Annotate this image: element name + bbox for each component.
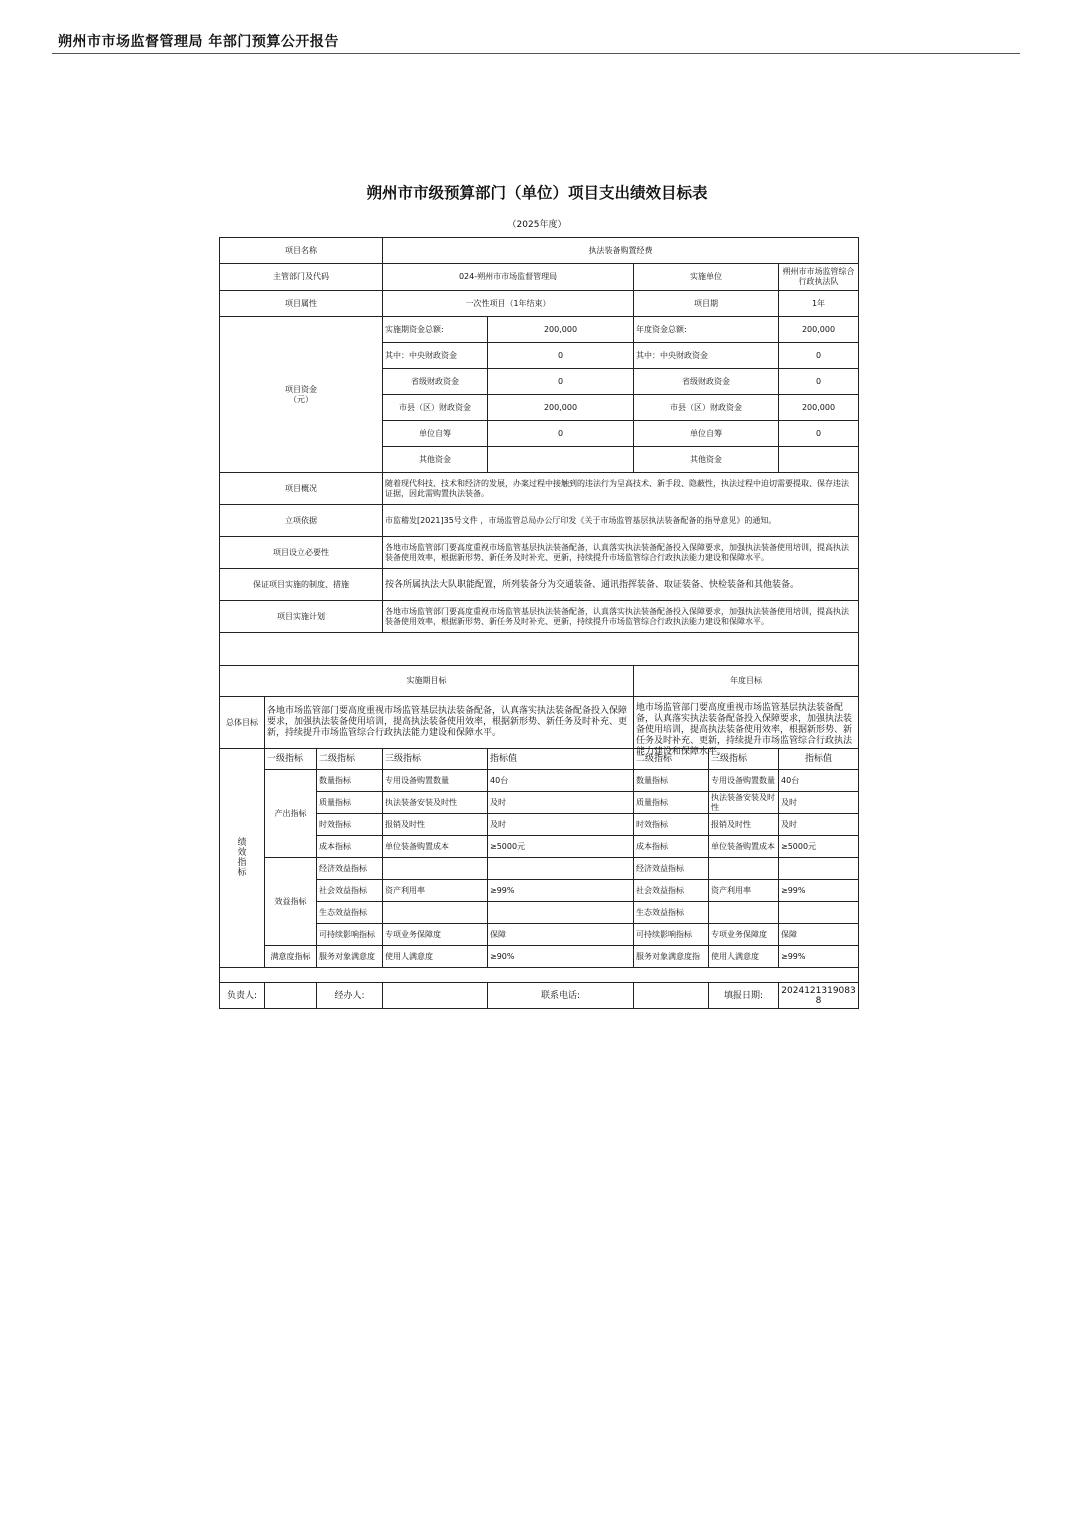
ind-v: ≥90% <box>488 946 634 968</box>
funds-label-r4a: 市县（区）财政资金 <box>383 395 488 421</box>
ind-v: 及时 <box>488 814 634 836</box>
funds-label-r2a: 其中：中央财政资金 <box>383 343 488 369</box>
ind-v <box>488 902 634 924</box>
ind-l2: 时效指标 <box>317 814 383 836</box>
overall-annual-text: 地市场监管部门要高度重视市场监管基层执法装备配备，认真落实执法装备配备投入保障要求，加强执法装备使用培训，提高执法装备使用效率，根据新形势、新任务及时补充、更新，持续提升市场监管综合行政执法能力建设和保障水平。 <box>636 702 853 757</box>
basis-label: 立项依据 <box>220 505 383 537</box>
annual-target-label: 年度目标 <box>634 666 859 697</box>
funds-value-r2b: 0 <box>779 343 859 369</box>
ind-l3: 资产利用率 <box>383 880 488 902</box>
ind-vb: 及时 <box>779 814 859 836</box>
row-spacer <box>220 633 859 666</box>
performance-table-wrapper <box>219 237 858 1009</box>
ind-l3: 执法装备安装及时性 <box>383 792 488 814</box>
perf-label-char-4: 标 <box>237 868 247 878</box>
ind-v <box>488 858 634 880</box>
plan-text: 各地市场监管部门要高度重视市场监管基层执法装备配备，认真落实执法装备配备投入保障要求，加强执法装备使用培训，提高执法装备使用效率，根据新形势、新任务及时补充、更新，持续提升市场监管综合行政执法能力建设和保障水平。 <box>385 606 850 626</box>
row-attr <box>220 291 859 317</box>
row-dept <box>220 264 859 291</box>
ind-l2b: 成本指标 <box>634 836 709 858</box>
ind-l3: 使用人满意度 <box>383 946 488 968</box>
funds-label-r2b: 其中：中央财政资金 <box>634 343 779 369</box>
funds-label-r3b: 省级财政资金 <box>634 369 779 395</box>
basis-text-cell <box>383 505 859 537</box>
ind-l2: 成本指标 <box>317 836 383 858</box>
header-divider <box>52 53 1020 54</box>
ind-l3: 报销及时性 <box>383 814 488 836</box>
ind-l3b: 资产利用率 <box>709 880 779 902</box>
ind-l2b: 数量指标 <box>634 770 709 792</box>
table-title: 朔州市市级预算部门（单位）项目支出绩效目标表 <box>366 183 708 202</box>
ind-l3b: 执法装备安装及时性 <box>709 792 779 814</box>
ind-l3b: 单位装备购置成本 <box>709 836 779 858</box>
project-name-value: 执法装备购置经费 <box>383 238 859 264</box>
period-value: 1年 <box>779 291 859 317</box>
ind-v: 40台 <box>488 770 634 792</box>
row-blank-before-sign <box>220 968 859 983</box>
overview-text: 随着现代科技、技术和经济的发展，办案过程中接触到的违法行为呈高技术、新手段、隐蔽性，执法过程中迫切需要提取、保存违法证据，因此需购置执法装备。 <box>385 478 850 498</box>
ind-l2b: 生态效益指标 <box>634 902 709 924</box>
overall-impl-cell <box>265 697 634 749</box>
row-project-name <box>220 238 859 264</box>
basis-text: 市监稽发[2021]35号文件 ，市场监管总局办公厅印发《关于市场监管基层执法装备配备的指导意见》的通知。 <box>385 515 777 525</box>
document-header: 朔州市市场监督管理局 年部门预算公开报告 <box>58 34 339 50</box>
ind-l2b: 服务对象满意度指 <box>634 946 709 968</box>
dept-label: 主管部门及代码 <box>220 264 383 291</box>
perf-label-cell <box>220 749 265 968</box>
necessity-text-cell <box>383 537 859 569</box>
funds-value-r6b <box>779 447 859 473</box>
indicator-row <box>220 770 859 792</box>
funds-label-r1a: 实施期资金总额: <box>383 317 488 343</box>
attr-label: 项目属性 <box>220 291 383 317</box>
head-lvl3b: 三级指标 <box>709 749 779 770</box>
ind-l2: 数量指标 <box>317 770 383 792</box>
row-overall-target <box>220 697 859 749</box>
row-indicator-header <box>220 749 859 770</box>
ind-l3: 单位装备购置成本 <box>383 836 488 858</box>
spacer-cell <box>220 633 859 666</box>
perf-label-char-2: 效 <box>237 848 247 858</box>
funds-label-cell <box>220 317 383 473</box>
ind-l2b: 时效指标 <box>634 814 709 836</box>
ind-v: ≥5000元 <box>488 836 634 858</box>
ind-vb: ≥99% <box>779 880 859 902</box>
ind-l2: 社会效益指标 <box>317 880 383 902</box>
row-plan <box>220 601 859 633</box>
funds-label-r1b: 年度资金总额: <box>634 317 779 343</box>
funds-value-r6a <box>488 447 634 473</box>
ind-l3b: 专用设备购置数量 <box>709 770 779 792</box>
ind-v: ≥99% <box>488 880 634 902</box>
perf-label-char-3: 指 <box>237 858 247 868</box>
row-signatures <box>220 983 859 1009</box>
funds-label-r4b: 市县（区）财政资金 <box>634 395 779 421</box>
head-val: 指标值 <box>488 749 634 770</box>
performance-table <box>219 237 859 1009</box>
funds-value-r5a: 0 <box>488 421 634 447</box>
dept-value: 024-朔州市市场监督管理局 <box>383 264 634 291</box>
head-lvl3: 三级指标 <box>383 749 488 770</box>
indicator-row <box>220 946 859 968</box>
ind-l2: 服务对象满意度 <box>317 946 383 968</box>
funds-value-r2a: 0 <box>488 343 634 369</box>
ind-l3: 专用设备购置数量 <box>383 770 488 792</box>
row-measures <box>220 569 859 601</box>
impl-unit-label: 实施单位 <box>634 264 779 291</box>
measures-text: 按各所属执法大队职能配置，所列装备分为交通装备、通讯指挥装备、取证装备、快检装备和其他装备。 <box>385 579 800 590</box>
ind-l2b: 质量指标 <box>634 792 709 814</box>
ind-vb: ≥99% <box>779 946 859 968</box>
ind-l3b <box>709 858 779 880</box>
funds-label-r6a: 其他资金 <box>383 447 488 473</box>
ind-vb <box>779 902 859 924</box>
ind-l3b: 使用人满意度 <box>709 946 779 968</box>
responsible-label: 负责人: <box>220 983 265 1009</box>
ind-l2b: 经济效益指标 <box>634 858 709 880</box>
row-basis <box>220 505 859 537</box>
fill-date-label: 填报日期: <box>709 983 779 1009</box>
handler-value <box>383 983 488 1009</box>
ind-v: 及时 <box>488 792 634 814</box>
ind-l3 <box>383 902 488 924</box>
measures-text-cell <box>383 569 859 601</box>
row-target-headers <box>220 666 859 697</box>
measures-label: 保证项目实施的制度、措施 <box>220 569 383 601</box>
ind-vb: ≥5000元 <box>779 836 859 858</box>
plan-label: 项目实施计划 <box>220 601 383 633</box>
ind-l3b: 报销及时性 <box>709 814 779 836</box>
perf-label-char-1: 绩 <box>237 838 247 848</box>
blank-cell <box>220 968 859 983</box>
overview-text-cell <box>383 473 859 505</box>
funds-value-r3b: 0 <box>779 369 859 395</box>
funds-value-r3a: 0 <box>488 369 634 395</box>
impl-unit-value: 朔州市市场监管综合行政执法队 <box>779 264 859 291</box>
plan-text-cell <box>383 601 859 633</box>
ind-v: 保障 <box>488 924 634 946</box>
funds-label-r5b: 单位自筹 <box>634 421 779 447</box>
ind-vb: 及时 <box>779 792 859 814</box>
impl-target-label: 实施期目标 <box>220 666 634 697</box>
funds-value-r4a: 200,000 <box>488 395 634 421</box>
head-valb: 指标值 <box>779 749 859 770</box>
funds-label-r5a: 单位自筹 <box>383 421 488 447</box>
ind-l2: 经济效益指标 <box>317 858 383 880</box>
head-lvl1: 一级指标 <box>265 749 317 770</box>
row-overview <box>220 473 859 505</box>
ind-vb: 保障 <box>779 924 859 946</box>
period-label: 项目期 <box>634 291 779 317</box>
ind-l3b <box>709 902 779 924</box>
head-lvl2: 二级指标 <box>317 749 383 770</box>
funds-value-r5b: 0 <box>779 421 859 447</box>
funds-value-r1a: 200,000 <box>488 317 634 343</box>
funds-label-r3a: 省级财政资金 <box>383 369 488 395</box>
funds-unit: （元） <box>289 394 313 404</box>
overall-label: 总体目标 <box>220 697 265 749</box>
funds-value-r1b: 200,000 <box>779 317 859 343</box>
necessity-label: 项目设立必要性 <box>220 537 383 569</box>
indicator-row <box>220 858 859 880</box>
row-necessity <box>220 537 859 569</box>
ind-l2: 可持续影响指标 <box>317 924 383 946</box>
ind-l2: 质量指标 <box>317 792 383 814</box>
output-label: 产出指标 <box>265 770 317 858</box>
funds-value-r4b: 200,000 <box>779 395 859 421</box>
overall-annual-cell <box>634 697 859 757</box>
ind-vb: 40台 <box>779 770 859 792</box>
satisfaction-label: 满意度指标 <box>265 946 317 968</box>
overall-impl-text: 各地市场监管部门要高度重视市场监管基层执法装备配备，认真落实执法装备配备投入保障要求，加强执法装备使用培训，提高执法装备使用效率，根据新形势、新任务及时补充、更新，持续提升市场监管综合行政执法能力建设和保障水平。 <box>267 706 628 738</box>
row-funds-1 <box>220 317 859 343</box>
overview-label: 项目概况 <box>220 473 383 505</box>
ind-l2: 生态效益指标 <box>317 902 383 924</box>
year-note: （2025年度） <box>507 220 567 230</box>
responsible-value <box>265 983 317 1009</box>
head-lvl2b: 二级指标 <box>634 749 709 770</box>
ind-l3 <box>383 858 488 880</box>
ind-l2b: 可持续影响指标 <box>634 924 709 946</box>
project-name-label: 项目名称 <box>220 238 383 264</box>
ind-l2b: 社会效益指标 <box>634 880 709 902</box>
ind-l3b: 专项业务保障度 <box>709 924 779 946</box>
handler-label: 经办人: <box>317 983 383 1009</box>
attr-value: 一次性项目（1年结束） <box>383 291 634 317</box>
ind-vb <box>779 858 859 880</box>
phone-value <box>634 983 709 1009</box>
necessity-text: 各地市场监管部门要高度重视市场监管基层执法装备配备，认真落实执法装备配备投入保障要求，加强执法装备使用培训，提高执法装备使用效率，根据新形势、新任务及时补充、更新，持续提升市场监管综合行政执法能力建设和保障水平。 <box>385 542 850 562</box>
funds-label-r6b: 其他资金 <box>634 447 779 473</box>
funds-label: 项目资金 <box>285 384 317 394</box>
phone-label: 联系电话: <box>488 983 634 1009</box>
benefit-label: 效益指标 <box>265 858 317 946</box>
ind-l3: 专项业务保障度 <box>383 924 488 946</box>
fill-date-value: 20241213190838 <box>779 983 859 1009</box>
